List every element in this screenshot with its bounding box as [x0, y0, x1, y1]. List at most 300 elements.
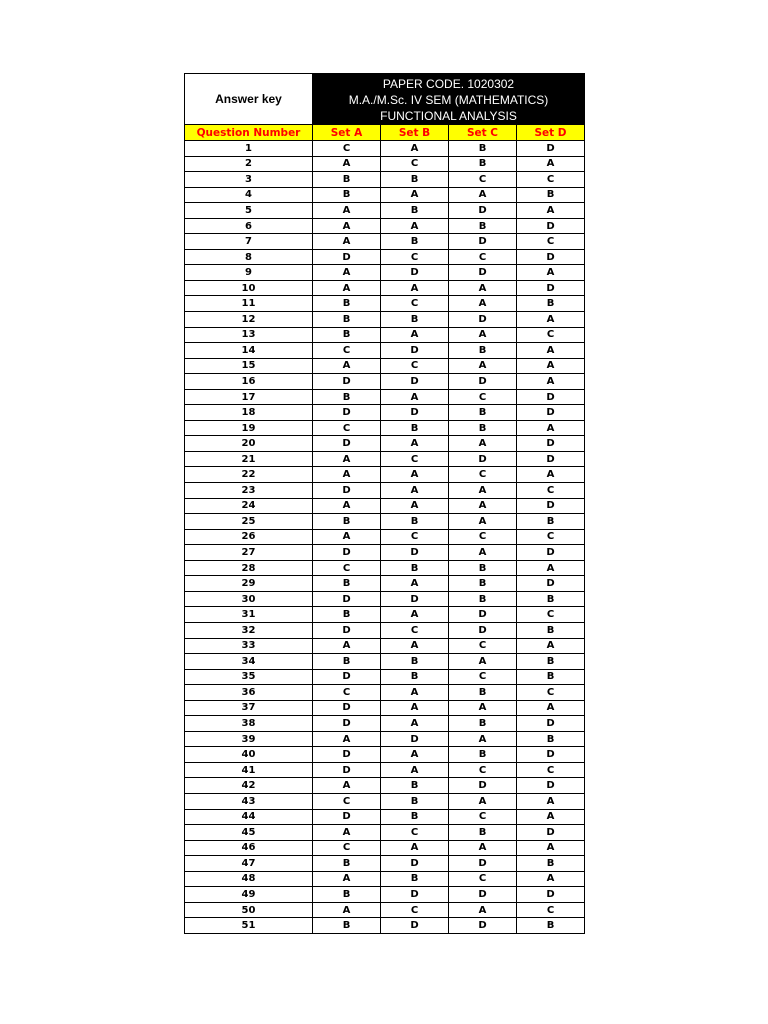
set-b-cell: B — [381, 312, 449, 328]
set-d-cell: C — [517, 529, 585, 545]
table-row — [185, 265, 585, 281]
set-b-cell: B — [381, 514, 449, 530]
set-b-cell: C — [381, 529, 449, 545]
table-row — [185, 280, 585, 296]
set-a-cell: A — [313, 234, 381, 250]
set-c-cell: D — [449, 607, 517, 623]
set-a-cell: B — [313, 514, 381, 530]
set-c-cell: A — [449, 483, 517, 499]
question-number-cell: 34 — [185, 654, 313, 670]
set-c-cell: D — [449, 374, 517, 390]
set-a-cell: C — [313, 793, 381, 809]
paper-info — [313, 74, 585, 125]
set-b-cell: D — [381, 887, 449, 903]
column-header-row — [185, 125, 585, 141]
set-b-cell: C — [381, 296, 449, 312]
set-a-cell: C — [313, 343, 381, 359]
set-d-cell: D — [517, 576, 585, 592]
set-a-cell: A — [313, 280, 381, 296]
table-row — [185, 203, 585, 219]
question-number-cell: 27 — [185, 545, 313, 561]
set-b-cell: D — [381, 591, 449, 607]
set-b-cell: D — [381, 545, 449, 561]
set-d-cell: A — [517, 420, 585, 436]
question-number-cell: 28 — [185, 560, 313, 576]
table-row — [185, 187, 585, 203]
question-number-cell: 25 — [185, 514, 313, 530]
set-c-cell: C — [449, 529, 517, 545]
question-number-cell: 1 — [185, 141, 313, 157]
question-number-cell: 43 — [185, 793, 313, 809]
table-row — [185, 467, 585, 483]
set-d-cell: A — [517, 358, 585, 374]
question-number-cell: 11 — [185, 296, 313, 312]
set-d-cell: A — [517, 343, 585, 359]
question-number-cell: 50 — [185, 902, 313, 918]
set-c-cell: C — [449, 669, 517, 685]
set-d-cell: A — [517, 638, 585, 654]
set-b-cell: D — [381, 731, 449, 747]
subject-title: FUNCTIONAL ANALYSIS — [380, 109, 517, 123]
set-d-cell: D — [517, 436, 585, 452]
set-a-cell: C — [313, 560, 381, 576]
set-c-cell: B — [449, 405, 517, 421]
set-a-cell: A — [313, 467, 381, 483]
set-b-cell: A — [381, 389, 449, 405]
column-header-set-c: Set C — [449, 125, 517, 141]
set-a-cell: A — [313, 902, 381, 918]
set-c-cell: D — [449, 203, 517, 219]
set-d-cell: B — [517, 731, 585, 747]
set-a-cell: D — [313, 483, 381, 499]
set-c-cell: C — [449, 871, 517, 887]
set-d-cell: B — [517, 622, 585, 638]
set-a-cell: A — [313, 871, 381, 887]
question-number-cell: 37 — [185, 700, 313, 716]
set-b-cell: A — [381, 607, 449, 623]
set-d-cell: C — [517, 483, 585, 499]
set-b-cell: A — [381, 187, 449, 203]
set-d-cell: D — [517, 716, 585, 732]
column-header-set-d: Set D — [517, 125, 585, 141]
set-c-cell: A — [449, 296, 517, 312]
question-number-cell: 7 — [185, 234, 313, 250]
set-a-cell: D — [313, 716, 381, 732]
set-a-cell: A — [313, 451, 381, 467]
table-row — [185, 249, 585, 265]
question-number-cell: 8 — [185, 249, 313, 265]
table-row — [185, 498, 585, 514]
question-number-cell: 47 — [185, 856, 313, 872]
table-row — [185, 234, 585, 250]
column-header-set-a: Set A — [313, 125, 381, 141]
set-a-cell: A — [313, 498, 381, 514]
set-c-cell: A — [449, 840, 517, 856]
set-d-cell: A — [517, 560, 585, 576]
table-row — [185, 700, 585, 716]
set-d-cell: A — [517, 809, 585, 825]
set-c-cell: A — [449, 793, 517, 809]
set-b-cell: C — [381, 902, 449, 918]
set-b-cell: A — [381, 576, 449, 592]
question-number-cell: 32 — [185, 622, 313, 638]
answer-rows — [185, 141, 585, 934]
question-number-cell: 5 — [185, 203, 313, 219]
set-d-cell: A — [517, 374, 585, 390]
question-number-cell: 15 — [185, 358, 313, 374]
question-number-cell: 16 — [185, 374, 313, 390]
table-row — [185, 762, 585, 778]
question-number-cell: 19 — [185, 420, 313, 436]
set-c-cell: B — [449, 591, 517, 607]
table-row — [185, 731, 585, 747]
set-d-cell: B — [517, 654, 585, 670]
set-d-cell: B — [517, 856, 585, 872]
paper-code: PAPER CODE. 1020302 — [382, 77, 515, 91]
table-row — [185, 825, 585, 841]
table-row — [185, 607, 585, 623]
set-c-cell: B — [449, 156, 517, 172]
table-row — [185, 529, 585, 545]
set-d-cell: A — [517, 871, 585, 887]
question-number-cell: 29 — [185, 576, 313, 592]
set-a-cell: A — [313, 358, 381, 374]
question-number-cell: 22 — [185, 467, 313, 483]
table-row — [185, 871, 585, 887]
set-c-cell: C — [449, 467, 517, 483]
question-number-cell: 41 — [185, 762, 313, 778]
set-c-cell: D — [449, 778, 517, 794]
set-a-cell: D — [313, 669, 381, 685]
set-b-cell: D — [381, 856, 449, 872]
set-a-cell: D — [313, 591, 381, 607]
table-row — [185, 918, 585, 934]
set-d-cell: D — [517, 280, 585, 296]
set-a-cell: D — [313, 622, 381, 638]
table-row — [185, 451, 585, 467]
set-d-cell: D — [517, 405, 585, 421]
table-row — [185, 389, 585, 405]
question-number-cell: 6 — [185, 218, 313, 234]
question-number-cell: 39 — [185, 731, 313, 747]
set-d-cell: B — [517, 918, 585, 934]
table-row — [185, 156, 585, 172]
table-row — [185, 141, 585, 157]
set-a-cell: B — [313, 296, 381, 312]
table-row — [185, 576, 585, 592]
set-b-cell: B — [381, 234, 449, 250]
set-c-cell: C — [449, 172, 517, 188]
table-row — [185, 591, 585, 607]
set-a-cell: B — [313, 887, 381, 903]
question-number-cell: 44 — [185, 809, 313, 825]
set-d-cell: A — [517, 467, 585, 483]
question-number-cell: 31 — [185, 607, 313, 623]
set-b-cell: B — [381, 203, 449, 219]
set-c-cell: A — [449, 498, 517, 514]
set-d-cell: D — [517, 451, 585, 467]
set-d-cell: D — [517, 141, 585, 157]
set-c-cell: B — [449, 576, 517, 592]
set-b-cell: A — [381, 716, 449, 732]
set-c-cell: D — [449, 918, 517, 934]
set-d-cell: C — [517, 234, 585, 250]
set-d-cell: A — [517, 700, 585, 716]
set-c-cell: B — [449, 420, 517, 436]
set-a-cell: A — [313, 638, 381, 654]
set-a-cell: A — [313, 778, 381, 794]
question-number-cell: 10 — [185, 280, 313, 296]
set-c-cell: B — [449, 218, 517, 234]
set-c-cell: C — [449, 638, 517, 654]
set-b-cell: B — [381, 871, 449, 887]
table-row — [185, 405, 585, 421]
set-d-cell: D — [517, 249, 585, 265]
set-d-cell: A — [517, 840, 585, 856]
set-b-cell: C — [381, 825, 449, 841]
set-a-cell: D — [313, 762, 381, 778]
set-a-cell: C — [313, 420, 381, 436]
set-d-cell: B — [517, 669, 585, 685]
set-c-cell: A — [449, 700, 517, 716]
set-b-cell: A — [381, 280, 449, 296]
question-number-cell: 3 — [185, 172, 313, 188]
set-d-cell: D — [517, 218, 585, 234]
question-number-cell: 49 — [185, 887, 313, 903]
set-d-cell: C — [517, 685, 585, 701]
course-title: M.A./M.Sc. IV SEM (MATHEMATICS) — [348, 93, 549, 107]
set-a-cell: B — [313, 654, 381, 670]
set-a-cell: A — [313, 529, 381, 545]
question-number-cell: 13 — [185, 327, 313, 343]
set-d-cell: C — [517, 762, 585, 778]
question-number-cell: 20 — [185, 436, 313, 452]
table-row — [185, 374, 585, 390]
set-b-cell: D — [381, 918, 449, 934]
set-d-cell: B — [517, 296, 585, 312]
set-c-cell: C — [449, 249, 517, 265]
set-a-cell: A — [313, 825, 381, 841]
set-a-cell: B — [313, 312, 381, 328]
question-number-cell: 14 — [185, 343, 313, 359]
set-a-cell: B — [313, 856, 381, 872]
set-a-cell: B — [313, 389, 381, 405]
table-row — [185, 436, 585, 452]
set-b-cell: B — [381, 778, 449, 794]
question-number-cell: 48 — [185, 871, 313, 887]
table-row — [185, 560, 585, 576]
set-a-cell: D — [313, 809, 381, 825]
set-a-cell: C — [313, 141, 381, 157]
set-c-cell: C — [449, 809, 517, 825]
set-d-cell: A — [517, 203, 585, 219]
question-number-cell: 23 — [185, 483, 313, 499]
table-row — [185, 716, 585, 732]
question-number-cell: 30 — [185, 591, 313, 607]
set-c-cell: C — [449, 389, 517, 405]
set-b-cell: A — [381, 498, 449, 514]
set-a-cell: D — [313, 249, 381, 265]
set-a-cell: D — [313, 700, 381, 716]
set-b-cell: A — [381, 700, 449, 716]
set-a-cell: B — [313, 918, 381, 934]
set-a-cell: A — [313, 731, 381, 747]
set-a-cell: D — [313, 747, 381, 763]
set-a-cell: D — [313, 436, 381, 452]
set-c-cell: B — [449, 685, 517, 701]
table-row — [185, 902, 585, 918]
table-row — [185, 327, 585, 343]
question-number-cell: 45 — [185, 825, 313, 841]
table-row — [185, 654, 585, 670]
set-c-cell: A — [449, 187, 517, 203]
set-b-cell: A — [381, 685, 449, 701]
set-b-cell: B — [381, 654, 449, 670]
table-row — [185, 669, 585, 685]
question-number-cell: 36 — [185, 685, 313, 701]
set-a-cell: B — [313, 576, 381, 592]
set-a-cell: C — [313, 840, 381, 856]
set-b-cell: A — [381, 840, 449, 856]
set-c-cell: D — [449, 234, 517, 250]
table-row — [185, 514, 585, 530]
set-c-cell: D — [449, 312, 517, 328]
table-row — [185, 622, 585, 638]
question-number-cell: 38 — [185, 716, 313, 732]
set-b-cell: C — [381, 358, 449, 374]
set-a-cell: B — [313, 607, 381, 623]
set-c-cell: B — [449, 825, 517, 841]
set-a-cell: A — [313, 156, 381, 172]
set-a-cell: A — [313, 218, 381, 234]
question-number-cell: 26 — [185, 529, 313, 545]
set-b-cell: B — [381, 560, 449, 576]
table-row — [185, 840, 585, 856]
set-c-cell: B — [449, 343, 517, 359]
set-b-cell: B — [381, 172, 449, 188]
set-d-cell: D — [517, 778, 585, 794]
set-d-cell: D — [517, 498, 585, 514]
table-row — [185, 747, 585, 763]
set-b-cell: A — [381, 218, 449, 234]
question-number-cell: 2 — [185, 156, 313, 172]
set-d-cell: B — [517, 514, 585, 530]
table-row — [185, 887, 585, 903]
set-d-cell: D — [517, 389, 585, 405]
table-row — [185, 483, 585, 499]
set-b-cell: C — [381, 451, 449, 467]
set-d-cell: C — [517, 327, 585, 343]
table-row — [185, 420, 585, 436]
question-number-cell: 18 — [185, 405, 313, 421]
set-a-cell: B — [313, 327, 381, 343]
table-row — [185, 809, 585, 825]
set-b-cell: C — [381, 622, 449, 638]
table-row — [185, 856, 585, 872]
table-row — [185, 778, 585, 794]
answer-key-table — [184, 73, 585, 934]
question-number-cell: 12 — [185, 312, 313, 328]
set-d-cell: C — [517, 172, 585, 188]
set-c-cell: B — [449, 560, 517, 576]
question-number-cell: 4 — [185, 187, 313, 203]
set-a-cell: B — [313, 187, 381, 203]
set-b-cell: A — [381, 436, 449, 452]
set-b-cell: C — [381, 249, 449, 265]
set-b-cell: A — [381, 762, 449, 778]
set-c-cell: D — [449, 887, 517, 903]
set-d-cell: C — [517, 607, 585, 623]
table-row — [185, 638, 585, 654]
set-c-cell: B — [449, 716, 517, 732]
question-number-cell: 42 — [185, 778, 313, 794]
table-row — [185, 685, 585, 701]
set-d-cell: B — [517, 591, 585, 607]
table-row — [185, 545, 585, 561]
table-row — [185, 312, 585, 328]
set-c-cell: B — [449, 747, 517, 763]
question-number-cell: 33 — [185, 638, 313, 654]
question-number-cell: 21 — [185, 451, 313, 467]
set-a-cell: D — [313, 405, 381, 421]
set-b-cell: B — [381, 669, 449, 685]
set-c-cell: D — [449, 265, 517, 281]
set-d-cell: C — [517, 902, 585, 918]
set-b-cell: A — [381, 467, 449, 483]
set-c-cell: A — [449, 545, 517, 561]
question-number-cell: 51 — [185, 918, 313, 934]
set-d-cell: B — [517, 187, 585, 203]
set-c-cell: A — [449, 514, 517, 530]
set-b-cell: A — [381, 747, 449, 763]
column-header-set-b: Set B — [381, 125, 449, 141]
set-d-cell: A — [517, 312, 585, 328]
set-a-cell: B — [313, 172, 381, 188]
set-d-cell: D — [517, 887, 585, 903]
set-b-cell: B — [381, 809, 449, 825]
table-row — [185, 343, 585, 359]
set-a-cell: A — [313, 265, 381, 281]
set-c-cell: A — [449, 654, 517, 670]
set-b-cell: A — [381, 141, 449, 157]
set-d-cell: A — [517, 793, 585, 809]
set-b-cell: B — [381, 793, 449, 809]
set-b-cell: D — [381, 405, 449, 421]
table-row — [185, 793, 585, 809]
set-a-cell: D — [313, 545, 381, 561]
question-number-cell: 9 — [185, 265, 313, 281]
set-c-cell: D — [449, 856, 517, 872]
set-c-cell: B — [449, 141, 517, 157]
table-row — [185, 172, 585, 188]
table-row — [185, 218, 585, 234]
set-c-cell: A — [449, 731, 517, 747]
set-b-cell: D — [381, 265, 449, 281]
title-row — [185, 74, 585, 125]
set-b-cell: D — [381, 343, 449, 359]
set-a-cell: A — [313, 203, 381, 219]
set-c-cell: A — [449, 280, 517, 296]
set-a-cell: C — [313, 685, 381, 701]
question-number-cell: 40 — [185, 747, 313, 763]
set-d-cell: A — [517, 156, 585, 172]
set-b-cell: D — [381, 374, 449, 390]
set-c-cell: A — [449, 902, 517, 918]
question-number-cell: 35 — [185, 669, 313, 685]
set-a-cell: D — [313, 374, 381, 390]
set-b-cell: C — [381, 156, 449, 172]
question-number-cell: 17 — [185, 389, 313, 405]
